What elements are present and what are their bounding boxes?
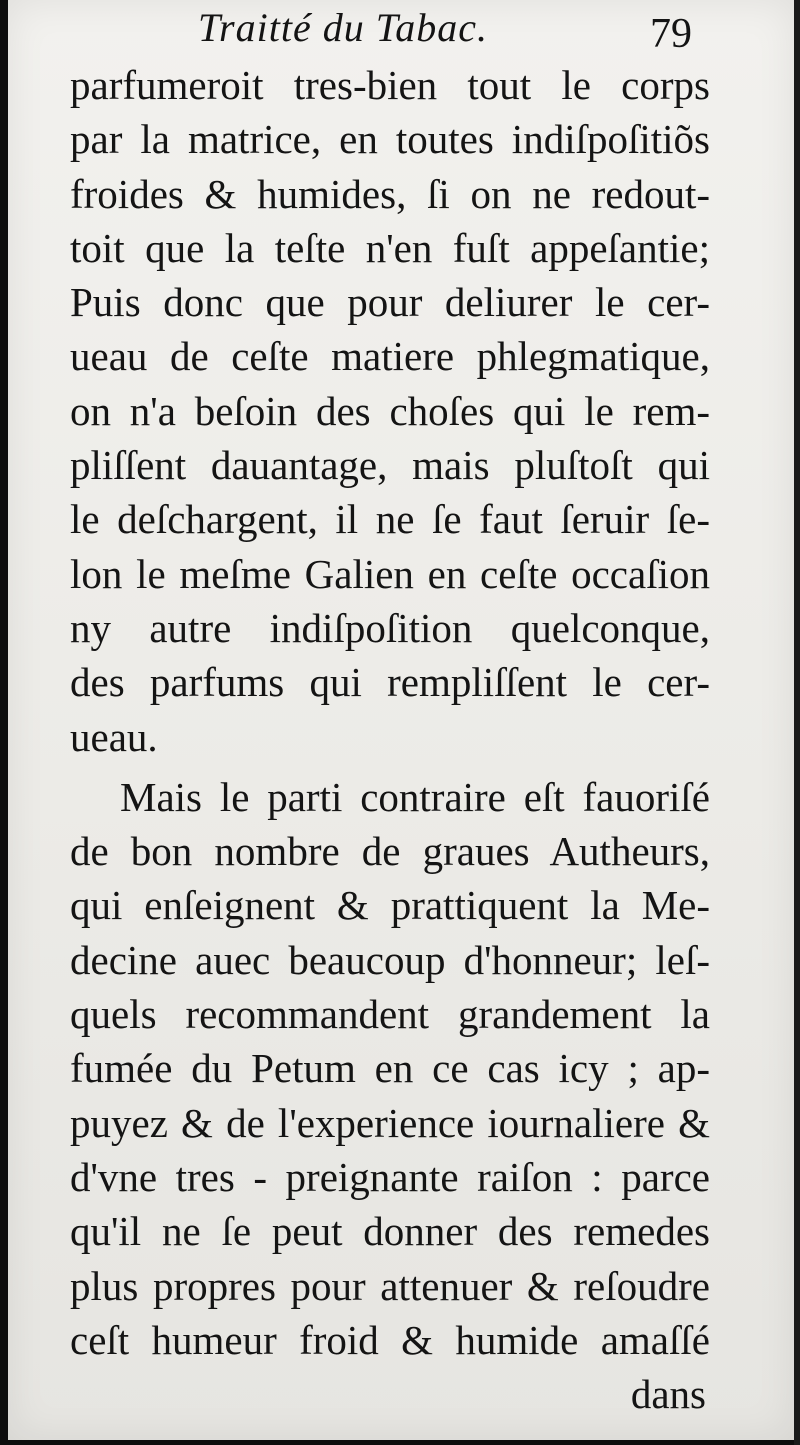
text-line: des parfums qui rempliſſent le cer- bbox=[70, 659, 710, 706]
text-line: parfumeroit tres-bien tout le corps bbox=[70, 62, 710, 108]
text-line: ueau de ceſte matiere phlegmatique, bbox=[70, 333, 710, 380]
text-line: froides & humides, ſi on ne redout- bbox=[70, 170, 710, 217]
running-title: Traitté du Tabac. bbox=[198, 5, 489, 50]
text-line: d'vne tres - preignante raiſon : parce bbox=[70, 1153, 710, 1200]
text-line: decine auec beaucoup d'honneur; leſ- bbox=[70, 936, 710, 983]
catchword: dans bbox=[630, 1371, 706, 1418]
text-line: ueau. bbox=[70, 713, 158, 760]
page-edge-shadow bbox=[794, 0, 800, 1445]
text-line: par la matrice, en toutes indiſpoſitiõs bbox=[70, 116, 710, 163]
page-header bbox=[8, 6, 794, 58]
text-line: de bon nombre de graues Autheurs, bbox=[70, 828, 710, 875]
text-line: toit que la teſte n'en fuſt appeſantie; bbox=[70, 224, 710, 271]
text-line: qu'il ne ſe peut donner des remedes bbox=[70, 1208, 710, 1255]
text-line: on n'a beſoin des choſes qui le rem- bbox=[70, 387, 710, 434]
body-text bbox=[70, 58, 710, 1421]
text-line: puyez & de l'experience iournaliere & bbox=[70, 1099, 710, 1146]
text-line: ceſt humeur froid & humide amaſſé bbox=[70, 1316, 710, 1363]
text-line: lon le meſme Galien en ceſte occaſion bbox=[70, 550, 710, 597]
text-line: plus propres pour attenuer & reſoudre bbox=[70, 1262, 710, 1309]
text-line: pliſſent dauantage, mais pluſtoſt qui bbox=[70, 442, 710, 489]
text-line: Mais le parti contraire eſt fauoriſé bbox=[120, 773, 710, 820]
page-number: 79 bbox=[650, 11, 692, 57]
text-line: le deſchargent, il ne ſe faut ſeruir ſe- bbox=[70, 496, 710, 543]
text-line: ny autre indiſpoſition quelconque, bbox=[70, 604, 710, 651]
text-line: quels recommandent grandement la bbox=[70, 991, 710, 1038]
text-line: qui enſeignent & prattiquent la Me- bbox=[70, 882, 710, 929]
text-line: Puis donc que pour deliurer le cer- bbox=[70, 279, 710, 326]
text-line: fumée du Petum en ce cas icy ; ap- bbox=[70, 1045, 710, 1092]
book-page bbox=[8, 0, 794, 1440]
